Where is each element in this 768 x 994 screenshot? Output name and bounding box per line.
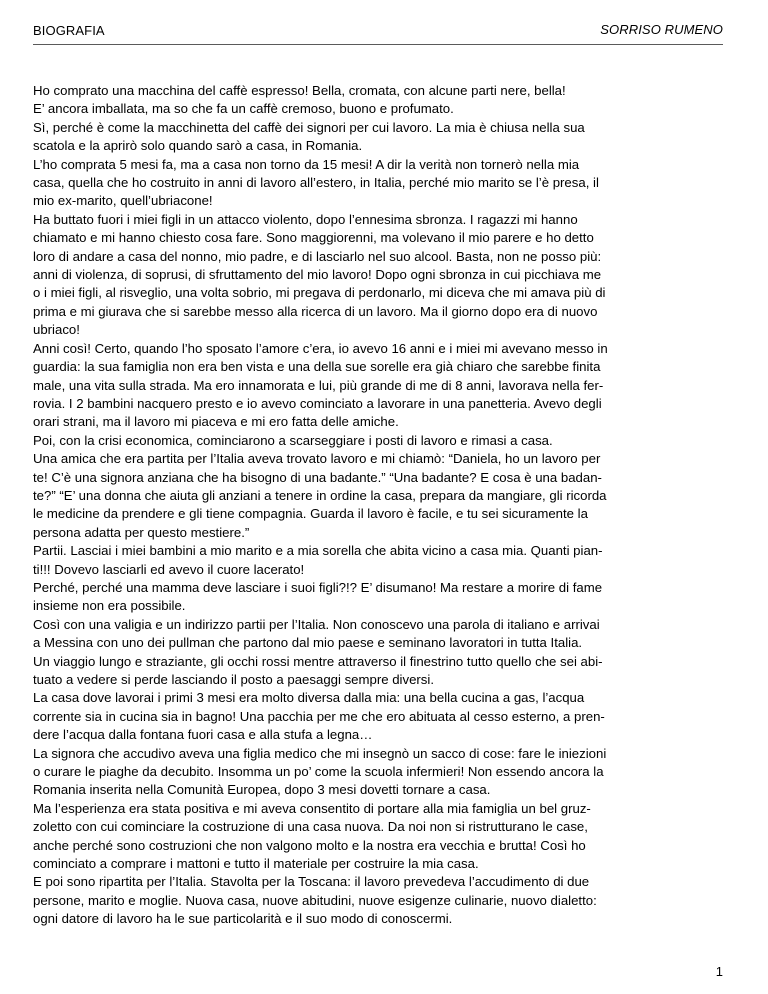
text-line: anni di violenza, di soprusi, di sfruttamento del mio lavoro! Dopo ogni sbronza in cui picchiava me: [33, 267, 602, 283]
section-label: BIOGRAFIA: [33, 23, 105, 38]
text-line: Sì, perché è come la macchinetta del caffè dei signori per cui lavoro. La mia è chiusa nella sua: [33, 119, 585, 135]
text-line: Poi, con la crisi economica, cominciarono a scarseggiare i posti di lavoro e rimasi a casa.: [33, 432, 553, 448]
text-line: te! C’è una signora anziana che ha bisogno di una badante.” “Una badante? E cosa è una badan-: [33, 469, 602, 485]
text-line: o i miei figli, al risveglio, una volta sobrio, mi pregava di perdonarlo, mi diceva che mi amava più di: [33, 285, 606, 301]
text-line: E poi sono ripartita per l’Italia. Stavolta per la Toscana: il lavoro prevedeva l’accudimento di due: [33, 874, 590, 890]
text-line: zoletto con cui cominciare la costruzione di una casa nuova. Da noi non si ristrutturano le case,: [33, 819, 588, 835]
text-line: loro di andare a casa del nonno, mio padre, e di lasciarlo nel suo alcool. Basta, non ne posso più:: [33, 248, 602, 264]
text-line: mio ex-marito, quell’ubriacone!: [33, 193, 213, 209]
story-title: SORRISO RUMENO: [600, 22, 723, 37]
text-line: a Messina con uno dei pullman che partono dal mio paese e seminano lavoratori in tutta Italia.: [33, 635, 583, 651]
text-line: Così con una valigia e un indirizzo partii per l’Italia. Non conoscevo una parola di italiano e arrivai: [33, 616, 600, 632]
text-line: ti!!! Dovevo lasciarli ed avevo il cuore lacerato!: [33, 561, 305, 577]
text-line: La signora che accudivo aveva una figlia medico che mi insegnò un sacco di cose: fare le iniezioni: [33, 745, 607, 761]
text-line: Perché, perché una mamma deve lasciare i suoi figli?!? E’ disumano! Ma restare a morire di fame: [33, 579, 603, 595]
text-line: anche perché sono costruzioni che non valgono molto e la nostra era vecchia e brutta! Così ho: [33, 837, 586, 853]
text-line: o curare le piaghe da decubito. Insomma un po’ come la scuola infermieri! Non essendo ancora la: [33, 764, 604, 780]
page-header: [33, 20, 723, 45]
text-line: te?” “E’ una donna che aiuta gli anziani a tenere in ordine la casa, prepara da mangiare, gli ricorda: [33, 487, 607, 503]
text-line: Romania inserita nella Comunità Europea, dopo 3 mesi dovetti tornare a casa.: [33, 782, 491, 798]
text-line: persona adatta per questo mestiere.”: [33, 524, 250, 540]
text-line: orari strani, ma il lavoro mi piaceva e mi ero fatta delle amiche.: [33, 414, 399, 430]
text-line: Ho comprato una macchina del caffè espresso! Bella, cromata, con alcune parti nere, bella!: [33, 83, 566, 98]
text-line: insieme non era possibile.: [33, 598, 186, 614]
text-line: Ha buttato fuori i miei figli in un attacco violento, dopo l’ennesima sbronza. I ragazzi mi hanno: [33, 211, 578, 227]
text-line: casa, quella che ho costruito in anni di lavoro all’estero, in Italia, perché mio marito se l’è presa, il: [33, 175, 599, 191]
text-line: corrente sia in cucina sia in bagno! Una pacchia per me che ero abituata al cesso esterno, a pren-: [33, 708, 605, 724]
text-line: guardia: la sua famiglia non era ben vista e una della sue sorelle era già chiaro che sarebbe finita: [33, 359, 601, 375]
text-line: cominciato a comprare i mattoni e tutto il materiale per costruire la mia casa.: [33, 856, 479, 872]
text-line: ubriaco!: [33, 322, 80, 338]
text-line: ogni datore di lavoro ha le sue particolarità e il suo modo di conoscermi.: [33, 911, 453, 927]
text-line: E’ ancora imballata, ma so che fa un caffè cremoso, buono e profumato.: [33, 101, 454, 117]
text-line: dere l’acqua dalla fontana fuori casa e alla stufa a legna…: [33, 727, 373, 743]
body-text: [33, 82, 723, 929]
text-line: rovia. I 2 bambini nacquero presto e io avevo cominciato a lavorare in una panetteria. Avevo degli: [33, 395, 602, 411]
text-line: prima e mi giurava che si sarebbe messo alla ricerca di un lavoro. Ma il giorno dopo era di nuovo: [33, 303, 598, 319]
text-line: Un viaggio lungo e straziante, gli occhi rossi mentre attraverso il finestrino tutto quello che sei abi-: [33, 653, 603, 669]
text-line: Anni così! Certo, quando l’ho sposato l’amore c’era, io avevo 16 anni e i miei mi avevano messo in: [33, 340, 608, 356]
page-number: 1: [715, 964, 723, 979]
text-line: scatola e la aprirò solo quando sarò a casa, in Romania.: [33, 138, 363, 154]
text-line: male, una vita sulla strada. Ma ero innamorata e lui, più grande di me di 8 anni, lavorava nella fer-: [33, 377, 604, 393]
text-line: Partii. Lasciai i miei bambini a mio marito e a mia sorella che abita vicino a casa mia. Quanti pian-: [33, 543, 603, 559]
text-line: Ma l’esperienza era stata positiva e mi aveva consentito di portare alla mia famiglia un bel gruz-: [33, 800, 591, 816]
text-line: Una amica che era partita per l’Italia aveva trovato lavoro e mi chiamò: “Daniela, ho un lavoro per: [33, 451, 601, 467]
text-line: le medicine da prendere e gli tiene compagnia. Guarda il lavoro è facile, e tu sei sicuramente la: [33, 506, 588, 522]
text-line: La casa dove lavorai i primi 3 mesi era molto diversa dalla mia: una bella cucina a gas, l’acqua: [33, 690, 585, 706]
text-line: L’ho comprata 5 mesi fa, ma a casa non torno da 15 mesi! A dir la verità non tornerò nella mia: [33, 156, 580, 172]
text-line: persone, marito e moglie. Nuova casa, nuove abitudini, nuove esigenze culinarie, nuovo dialetto:: [33, 892, 597, 908]
text-line: chiamato e mi hanno chiesto cosa fare. Sono maggiorenni, ma volevano il mio parere e ho detto: [33, 230, 594, 246]
text-line: tuato a vedere si perde lasciando il posto a paesaggi sempre diversi.: [33, 672, 434, 687]
